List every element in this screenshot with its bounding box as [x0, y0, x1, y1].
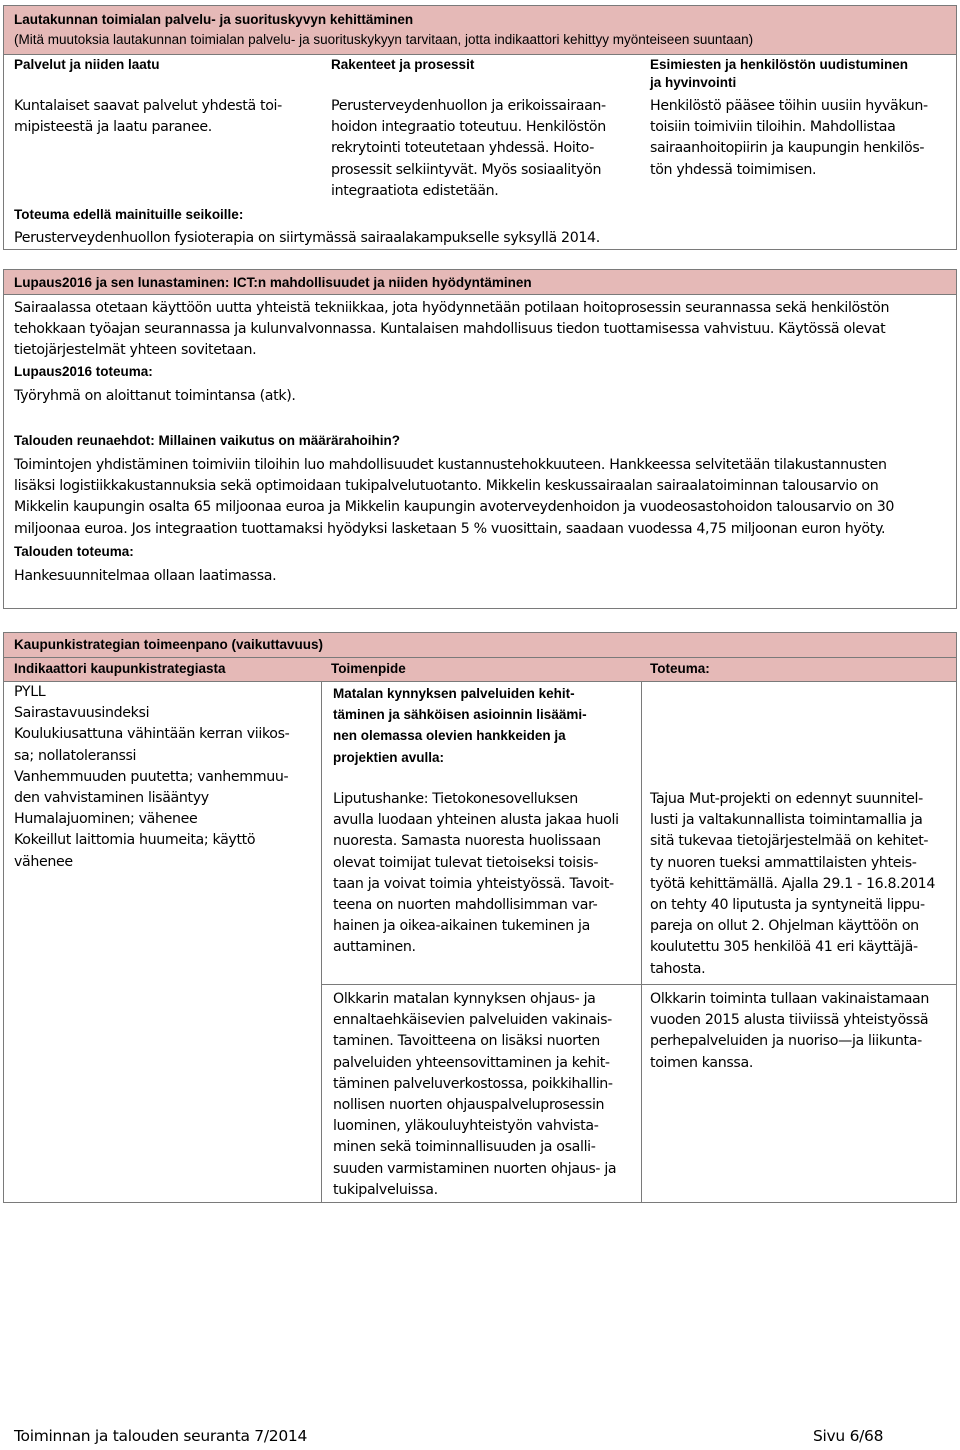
column-divider [641, 682, 642, 1203]
section-title: Kaupunkistrategian toimeenpano (vaikuttavuus) [14, 637, 324, 652]
section-city-strategy [3, 632, 957, 1203]
section-services-performance [3, 5, 957, 250]
action-heading: Matalan kynnyksen palveluiden kehit- täminen ja sähköisen asioinnin lisäämi- nen olemassa olevien hankkeiden ja projektien avulla: [333, 686, 587, 765]
section-title: Lupaus2016 ja sen lunastaminen: ICT:n mahdollisuudet ja niiden hyödyntäminen [14, 275, 532, 290]
toteuma-label: Toteuma edellä mainituille seikoille: [14, 207, 244, 222]
action-olkkari: Olkkarin matalan kynnyksen ohjaus- ja ennaltaehkäisevien palveluiden vakinais- taminen. Tavoitteena on lisäksi nuorten palveluiden yhteensovittaminen ja kehit- täminen palveluverkostossa, poikkihallin- nollisen nuorten ohjauspalveluprosessin luominen, yläkouluyhteistyön vahvista- minen sekä toiminnallisuuden ja osalli- suuden varmistaminen nuorten ohjaus- ja tukipalveluissa. [333, 991, 617, 1198]
column-header-structures: Rakenteet ja prosessit [331, 57, 475, 72]
footer-page-number: Sivu 6/68 [813, 1427, 884, 1445]
section-lupaus2016 [3, 269, 957, 609]
column-header-outcome: Toteuma: [650, 661, 710, 676]
section-subtitle: (Mitä muutoksia lautakunnan toimialan palvelu- ja suorituskykyyn tarvitaan, jotta indikaattori kehittyy myönteiseen suuntaan) [14, 32, 754, 47]
column-header-staff-line1: Esimiesten ja henkilöstön uudistuminen [650, 57, 909, 72]
indicator-list: PYLL Sairastavuusindeksi Koulukiusattuna vähintään kerran viikos- sa; nollatoleranssi Vanhemmuuden puutetta; vanhemmuu- den vahvistaminen lisääntyy Humalajuominen; vähenee Kokeillut laittomia huumeita; käyttö vähenee [14, 684, 290, 870]
structures-text: Perusterveydenhuollon ja erikoissairaan- hoidon integraatio toteutuu. Henkilöstön rekrytointi toteutetaan yhdessä. Hoito- prosessit selkiintyvät. Myös sosiaalityön integraatiota edistetään. [331, 98, 606, 199]
lupaus-text: Sairaalassa otetaan käyttöön uutta yhteistä tekniikkaa, jota hyödynnetään potilaan hoitoprosessin seurannassa sekä henkilöstön tehokkaan työajan seurannassa ja kulunvalvonnassa. Kuntalaisen mahdollisuus tiedon tuottamisessa vahvistuu. Käytössä olevat tietojärjestelmät yhteen sovitetaan. [14, 300, 890, 359]
divider [4, 657, 956, 658]
talous-toteuma-text: Hankesuunnitelmaa ollaan laatimassa. [14, 568, 277, 584]
divider [4, 294, 956, 295]
services-text: Kuntalaiset saavat palvelut yhdestä toi- mipisteestä ja laatu paranee. [14, 98, 282, 136]
talous-toteuma-label: Talouden toteuma: [14, 544, 134, 559]
column-header-action: Toimenpide [331, 661, 406, 676]
footer-document-title: Toiminnan ja talouden seuranta 7/2014 [14, 1427, 308, 1445]
section-title: Lautakunnan toimialan palvelu- ja suorituskyvyn kehittäminen [14, 12, 414, 27]
outcome-olkkari: Olkkarin toiminta tullaan vakinaistamaan vuoden 2015 alusta tiiviissä yhteistyössä perhepalveluiden ja nuoriso—ja liikunta- toimen kanssa. [650, 991, 930, 1071]
column-divider [321, 682, 322, 1203]
column-header-services: Palvelut ja niiden laatu [14, 57, 160, 72]
column-header-indicator: Indikaattori kaupunkistrategiasta [14, 661, 226, 676]
column-header-staff-line2: ja hyvinvointi [650, 75, 737, 90]
staff-text: Henkilöstö pääsee töihin uusiin hyväkun- toisiin toimiviin tiloihin. Mahdollistaa sairaanhoitopiirin ja kaupungin henkilös- tön yhdessä toimimisen. [650, 98, 928, 178]
lupaus-toteuma-label: Lupaus2016 toteuma: [14, 364, 153, 379]
lupaus-toteuma-text: Työryhmä on aloittanut toimintansa (atk). [14, 388, 296, 404]
talous-text: Toimintojen yhdistäminen toimiviin tiloihin luo mahdollisuudet kustannustehokkuuteen. Hankkeessa selvitetään tilakustannusten lisäksi logistiikkakustannuksia sekä optimoidaan tukipalvelutuotanto. Mikkelin keskussairaalan sairaalatoiminnan talousarvio on Mikkelin kaupungin osalta 65 miljoonaa euroa ja Mikkelin kaupungin avoterveydenhoidon ja vuodeosastohoidon talousarvio on 30 miljoonaa euroa. Jos integraation tuottamaksi hyödyksi lasketaan 5 % vuosittain, saadaan vuodessa 4,75 miljoonan euron hyöty. [14, 457, 895, 537]
action-liputus: Liputushanke: Tietokonesovelluksen avulla luodaan yhteinen alusta jakaa huoli nuoresta. Samasta nuoresta huolissaan olevat toimijat tulevat tietoiseksi toisis- taan ja voivat toimia yhteistyössä. Tavoit- teena on nuorten mahdollisimman var- hainen ja oikea-aikainen tukeminen ja auttaminen. [333, 791, 619, 956]
row-divider [322, 984, 956, 985]
outcome-tajua-mut: Tajua Mut-projekti on edennyt suunnitel- lusti ja valtakunnallista toimintamallia ja sitä tukevaa tietojärjestelmää on kehitet- ty nuoren tueksi ammattilaisten yhteis- työtä kehittämällä. Ajalla 29.1 - 16.8.2014 on tehty 40 liputusta ja syntyneitä lippu- pareja on ollut 2. Ohjelman käyttöön on koulutettu 305 henkilöä 41 eri käyttäjä- tahosta. [650, 791, 936, 977]
toteuma-text: Perusterveydenhuollon fysioterapia on siirtymässä sairaalakampukselle syksyllä 2014. [14, 230, 600, 246]
talous-title: Talouden reunaehdot: Millainen vaikutus on määrärahoihin? [14, 433, 401, 448]
